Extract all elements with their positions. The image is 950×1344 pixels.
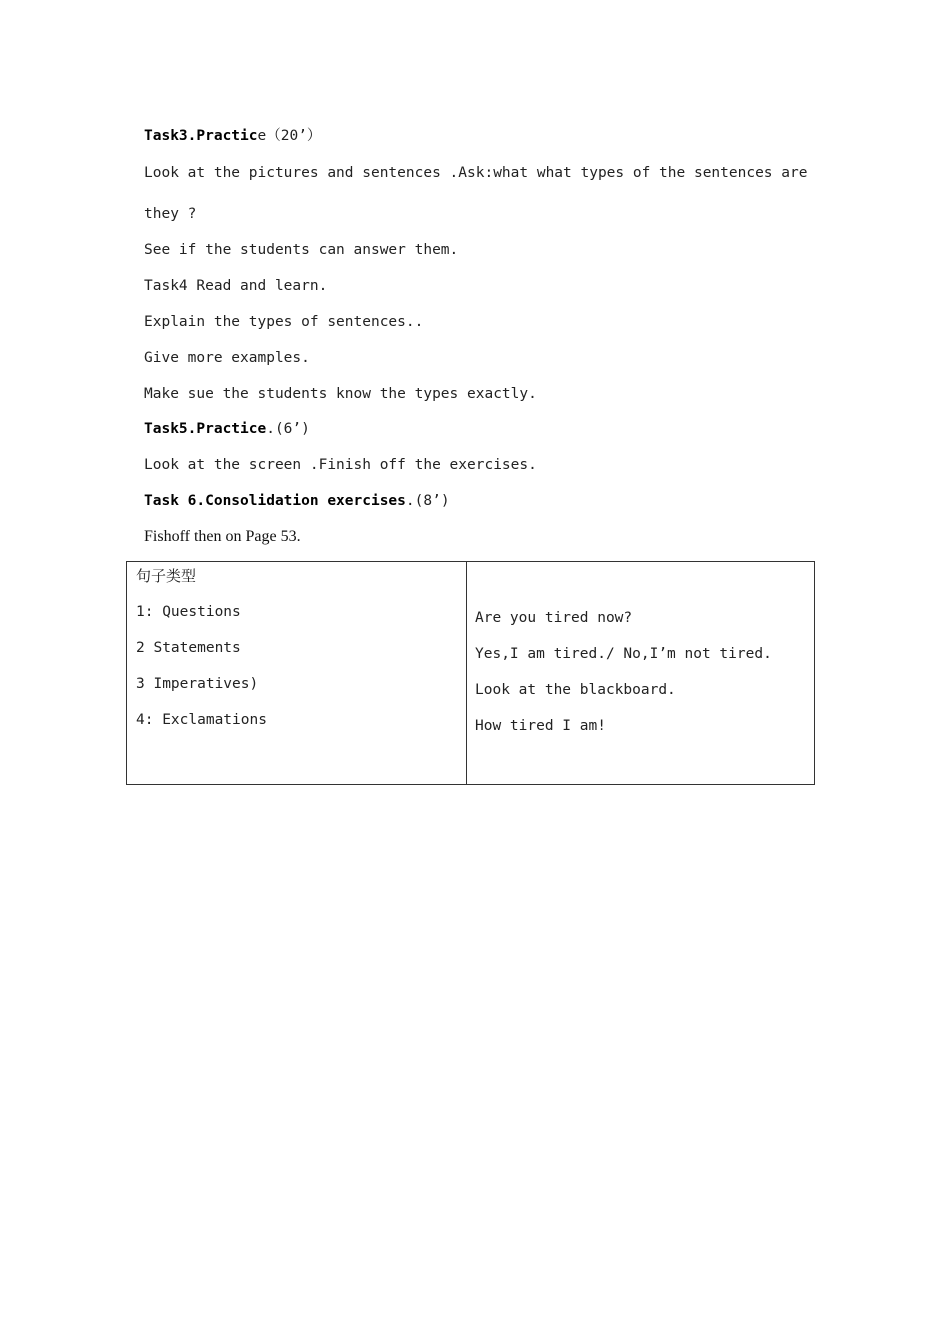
task5-title: Task5.Practice [144, 421, 267, 437]
example-3: Look at the blackboard. [475, 682, 676, 698]
text-line-6: Give more examples. [144, 350, 310, 366]
task6-title: Task 6.Consolidation exercises [144, 493, 406, 509]
sentence-types-table [126, 561, 815, 785]
example-4: How tired I am! [475, 718, 606, 734]
type-item-1: 1: Questions [136, 604, 241, 620]
task4-heading: Task4 Read and learn. [144, 278, 328, 294]
text-line-1: Look at the pictures and sentences .Ask:what what types of the sentences are [144, 165, 808, 181]
task3-title-tail: e（20’） [257, 128, 322, 144]
type-item-2: 2 Statements [136, 640, 241, 656]
task3-heading [144, 126, 321, 146]
type-item-3: 3 Imperatives) [136, 676, 259, 692]
text-line-8: Look at the screen .Finish off the exercises. [144, 457, 537, 473]
text-line-7: Make sue the students know the types exactly. [144, 386, 537, 402]
task5-title-tail: .(6’) [266, 421, 310, 437]
table-divider [466, 562, 467, 784]
example-2: Yes,I am tired./ No,I’m not tired. [475, 646, 772, 662]
text-line-9: Fishoff then on Page 53. [144, 528, 301, 545]
example-1: Are you tired now? [475, 610, 633, 626]
task3-title: Task3.Practic [144, 128, 258, 144]
task6-title-tail: .(8’) [405, 493, 450, 509]
task6-heading [144, 491, 450, 511]
task5-heading [144, 419, 310, 439]
table-heading: 句子类型 [136, 567, 197, 585]
text-line-3: See if the students can answer them. [144, 242, 459, 258]
type-item-4: 4: Exclamations [136, 712, 267, 728]
text-line-2: they ? [144, 206, 197, 222]
text-line-5: Explain the types of sentences.. [144, 314, 424, 330]
